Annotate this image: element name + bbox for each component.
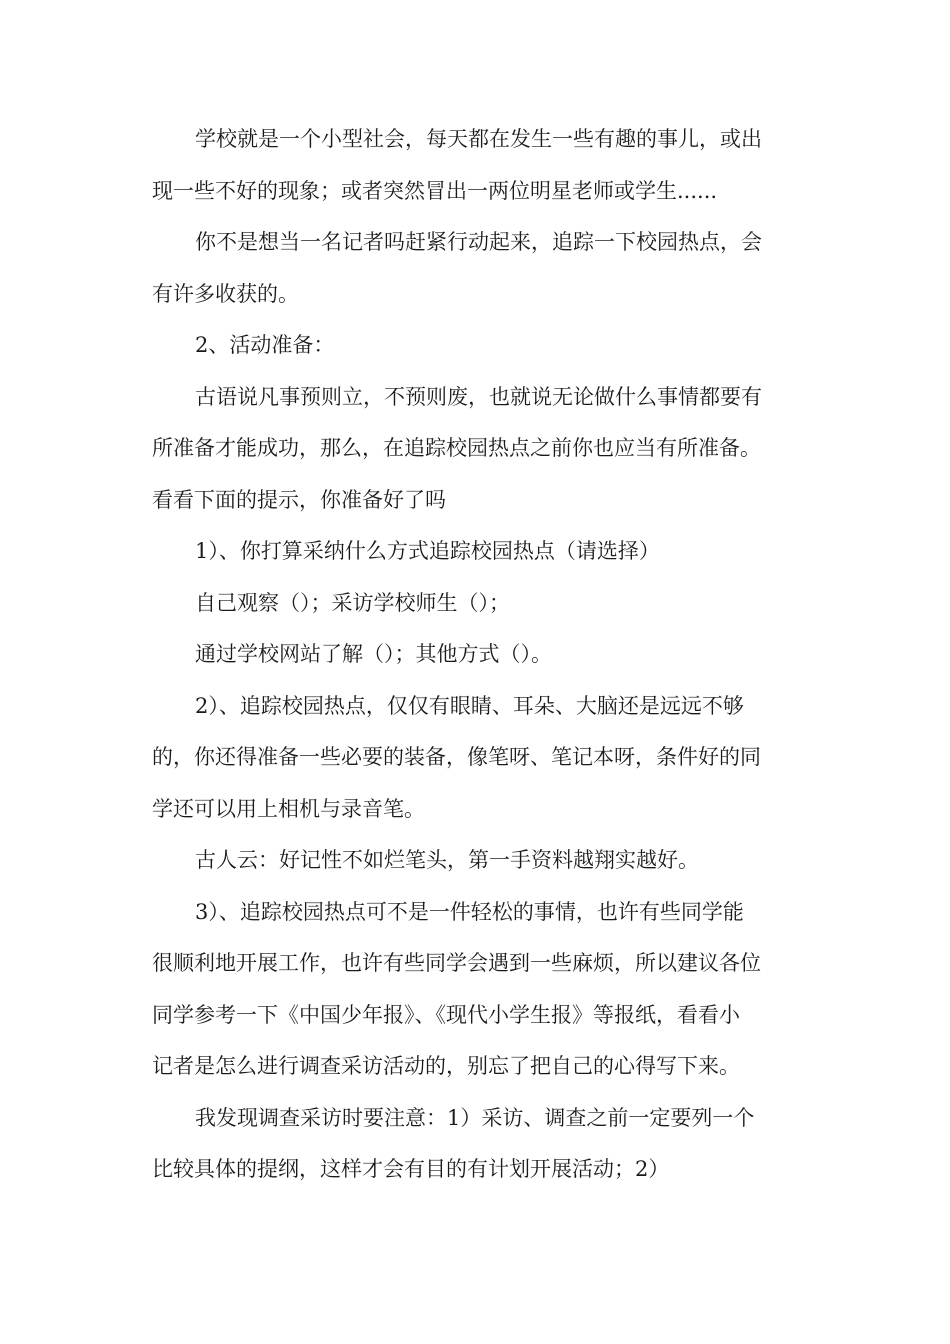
text-line: 记者是怎么进行调查采访活动的，别忘了把自己的心得写下来。 [152, 1054, 740, 1078]
text-line: 比较具体的提纲，这样才会有目的有计划开展活动；2） [152, 1157, 670, 1181]
text-line: 有许多收获的。 [152, 281, 299, 306]
text-line: 很顺利地开展工作，也许有些同学会遇到一些麻烦，所以建议各位 [152, 951, 761, 975]
text-line: 古语说凡事预则立，不预则废，也就说无论做什么事情都要有 [195, 384, 762, 409]
text-line: 古人云：好记性不如烂笔头，第一手资料越翔实越好。 [195, 848, 699, 872]
text-line: 同学参考一下《中国少年报》、《现代小学生报》等报纸，看看小 [152, 1002, 740, 1027]
text-line: 3）、追踪校园热点可不是一件轻松的事情，也许有些同学能 [195, 899, 744, 924]
text-line: 我发现调查采访时要注意：1）采访、调查之前一定要列一个 [195, 1105, 755, 1130]
text-line: 自己观察（）；采访学校师生（）； [195, 590, 510, 615]
text-line: 2）、追踪校园热点，仅仅有眼睛、耳朵、大脑还是远远不够 [195, 693, 744, 718]
text-line: 2、活动准备： [195, 333, 335, 357]
text-line: 学还可以用上相机与录音笔。 [152, 796, 425, 821]
text-line: 你不是想当一名记者吗赶紧行动起来，追踪一下校园热点，会 [195, 230, 762, 254]
text-line: 的，你还得准备一些必要的装备，像笔呀、笔记本呀，条件好的同 [152, 745, 761, 769]
text-line: 学校就是一个小型社会，每天都在发生一些有趣的事儿，或出 [195, 127, 762, 151]
text-line: 1）、你打算采纳什么方式追踪校园热点（请选择） [195, 539, 660, 563]
text-line: 所准备才能成功，那么，在追踪校园热点之前你也应当有所准备。 [152, 436, 761, 460]
text-line: 看看下面的提示，你准备好了吗 [152, 487, 446, 512]
text-line: 通过学校网站了解（）；其他方式（）。 [195, 642, 552, 666]
text-line: 现一些不好的现象；或者突然冒出一两位明星老师或学生...... [152, 178, 718, 203]
document-body [152, 114, 804, 1196]
